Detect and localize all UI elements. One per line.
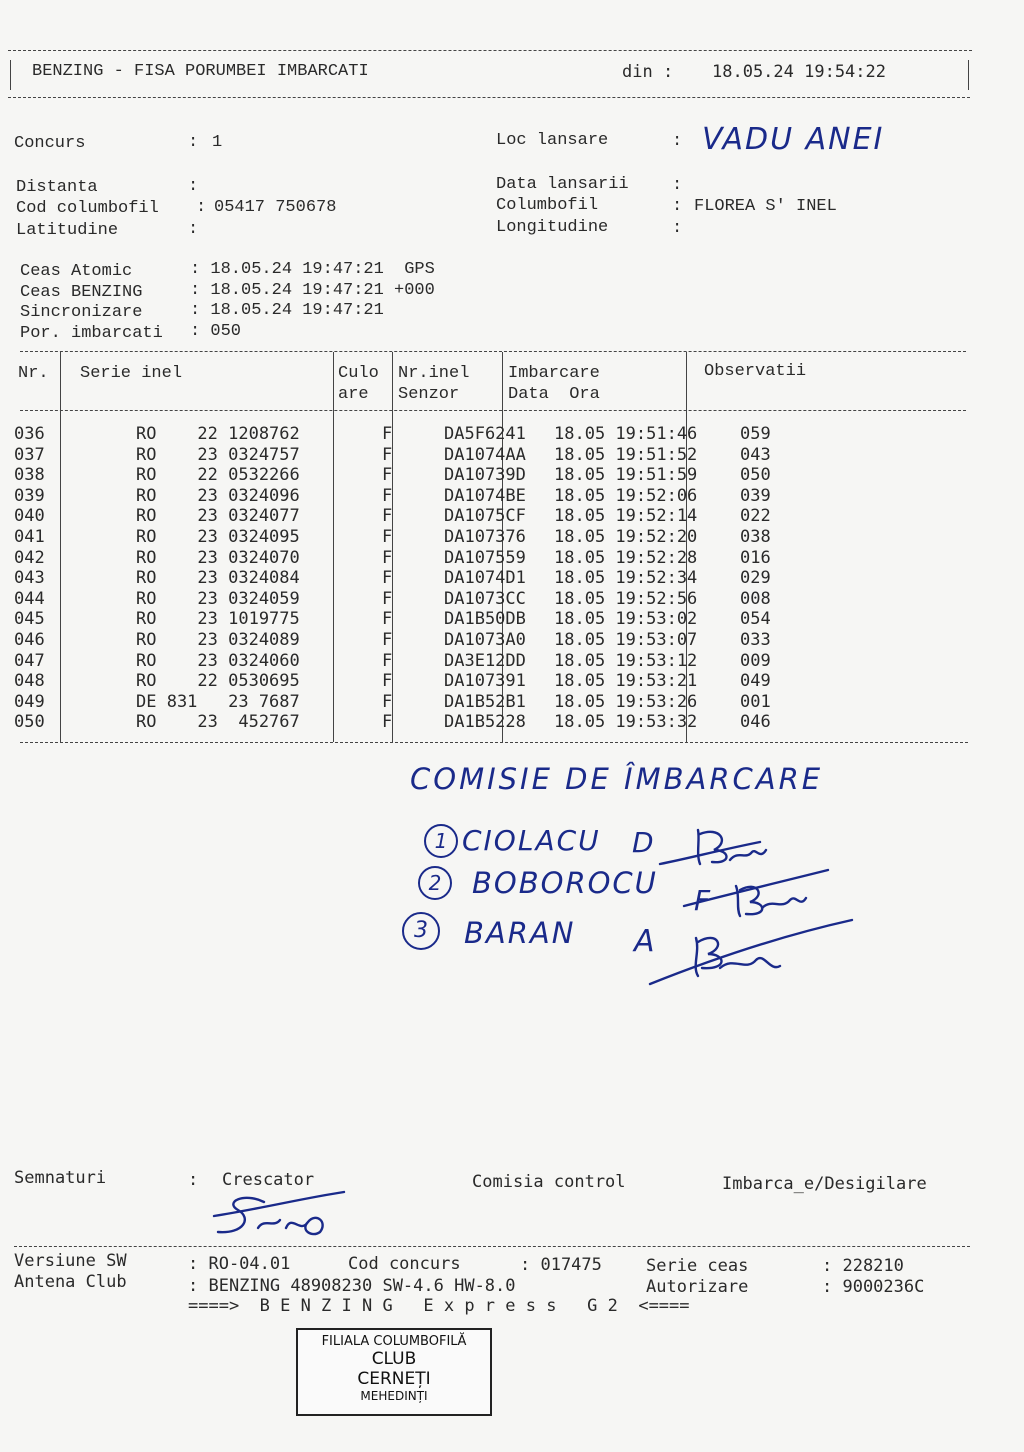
cod-columbofil-label: Cod columbofil <box>16 199 159 218</box>
row-serie: RO 23 452767 <box>136 712 300 733</box>
stamp-line-1: FILIALA COLUMBOFILĂ <box>321 1334 467 1349</box>
row-observatii: 033 <box>740 629 771 650</box>
row-nr: 038 <box>14 465 45 486</box>
table-row <box>14 609 820 630</box>
row-data-ora: 18.05 19:53:07 <box>554 629 698 650</box>
ceas-atomic-label: Ceas Atomic <box>20 262 133 281</box>
commission-member-1-num: 1 <box>424 824 458 858</box>
row-sex: F <box>382 629 393 650</box>
table-bottom-rule <box>20 742 968 743</box>
row-nr: 041 <box>14 526 45 547</box>
row-observatii: 039 <box>740 485 771 506</box>
row-sex: F <box>382 650 393 671</box>
th-culoare-1: Culo <box>338 364 379 383</box>
row-senzor: DA1073CC <box>444 588 526 609</box>
columbofil-sep: : <box>672 197 683 216</box>
table-header-rule <box>20 410 966 411</box>
table-row <box>14 630 820 651</box>
th-nr: Nr. <box>18 364 49 383</box>
date-label: din : <box>622 62 674 82</box>
row-senzor: DA1075CF <box>444 506 526 527</box>
row-senzor: DA1073A0 <box>444 629 526 650</box>
row-observatii: 054 <box>740 609 771 630</box>
row-data-ora: 18.05 19:53:12 <box>554 650 698 671</box>
serie-ceas-value: : 228210 <box>822 1256 904 1276</box>
row-serie: RO 22 0530695 <box>136 671 300 692</box>
row-sex: F <box>382 609 393 630</box>
row-senzor: DA1B52B1 <box>444 691 526 712</box>
concurs-sep: : <box>188 133 199 152</box>
concurs-value: 1 <box>212 133 223 152</box>
table-row <box>14 548 820 569</box>
row-nr: 045 <box>14 609 45 630</box>
data-lansarii-sep: : <box>672 176 683 195</box>
row-senzor: DA5F6241 <box>444 424 526 444</box>
th-culoare-2: are <box>338 385 369 404</box>
row-data-ora: 18.05 19:52:20 <box>554 526 698 547</box>
row-observatii: 059 <box>740 424 771 444</box>
row-sex: F <box>382 526 393 547</box>
row-data-ora: 18.05 19:53:21 <box>554 671 698 692</box>
row-serie: RO 23 1019775 <box>136 609 300 630</box>
table-row <box>14 486 820 507</box>
row-nr: 046 <box>14 629 45 650</box>
row-nr: 043 <box>14 568 45 589</box>
latitudine-sep: : <box>188 220 199 239</box>
th-imbarcare-2: Data Ora <box>508 385 600 404</box>
row-serie: RO 23 0324096 <box>136 485 300 506</box>
table-row <box>14 589 820 610</box>
table-row <box>14 671 820 692</box>
row-observatii: 001 <box>740 691 771 712</box>
table-row <box>14 712 820 733</box>
table-row <box>14 692 820 713</box>
row-senzor: DA107391 <box>444 671 526 692</box>
row-data-ora: 18.05 19:52:06 <box>554 485 698 506</box>
versiune-value: : RO-04.01 <box>188 1254 291 1274</box>
pigeons-table-body <box>14 424 820 733</box>
row-senzor: DA107559 <box>444 547 526 568</box>
antena-label: Antena Club <box>14 1272 127 1292</box>
row-nr: 044 <box>14 588 45 609</box>
stamp-line-2: CLUB <box>371 1349 417 1369</box>
pigeons-table <box>14 424 820 733</box>
commission-member-3-initial: A <box>634 924 655 959</box>
autorizare-value: : 9000236C <box>822 1277 925 1297</box>
table-row <box>14 527 820 548</box>
row-serie: RO 22 1208762 <box>136 424 300 444</box>
signature-crescator-label: Crescator <box>222 1170 315 1190</box>
sincronizare-value: : 18.05.24 19:47:21 <box>190 301 384 320</box>
row-senzor: DA10739D <box>444 465 526 486</box>
row-observatii: 008 <box>740 588 771 609</box>
row-serie: RO 23 0324757 <box>136 444 300 465</box>
row-serie: RO 23 0324077 <box>136 506 300 527</box>
versiune-label: Versiune SW <box>14 1251 127 1271</box>
row-serie: RO 23 0324089 <box>136 629 300 650</box>
antena-value: : BENZING 48908230 SW-4.6 HW-8.0 <box>188 1276 516 1296</box>
header-top-rule <box>8 50 972 51</box>
stamp-line-4: MEHEDINȚI <box>360 1389 428 1403</box>
row-serie: RO 23 0324060 <box>136 650 300 671</box>
longitudine-sep: : <box>672 219 683 238</box>
header-right-border <box>968 60 969 90</box>
row-observatii: 029 <box>740 568 771 589</box>
cod-columbofil-value: 05417 750678 <box>214 198 337 217</box>
commission-member-2-num: 2 <box>418 866 452 900</box>
table-row <box>14 651 820 672</box>
row-sex: F <box>382 568 393 589</box>
data-lansarii-label: Data lansarii <box>496 175 629 194</box>
row-serie: RO 23 0324070 <box>136 547 300 568</box>
row-nr: 036 <box>14 424 45 444</box>
row-serie: RO 23 0324095 <box>136 526 300 547</box>
table-top-rule <box>20 351 966 352</box>
row-data-ora: 18.05 19:52:14 <box>554 506 698 527</box>
th-serie: Serie inel <box>80 364 183 383</box>
row-sex: F <box>382 691 393 712</box>
commission-member-2-initial: F <box>694 884 711 917</box>
row-senzor: DA1B50DB <box>444 609 526 630</box>
row-senzor: DA3E12DD <box>444 650 526 671</box>
signatures-label: Semnaturi <box>14 1168 107 1188</box>
ceas-atomic-value: : 18.05.24 19:47:21 GPS <box>190 260 435 279</box>
loc-lansare-value: VADU ANEI <box>702 122 885 157</box>
row-data-ora: 18.05 19:51:46 <box>554 424 698 444</box>
ceas-benzing-label: Ceas BENZING <box>20 283 143 302</box>
row-sex: F <box>382 506 393 527</box>
table-row <box>14 445 820 466</box>
table-row <box>14 424 820 445</box>
table-row <box>14 568 820 589</box>
row-senzor: DA1074D1 <box>444 568 526 589</box>
cod-columbofil-sep: : <box>196 198 207 217</box>
row-nr: 042 <box>14 547 45 568</box>
columbofil-value: FLOREA S' INEL <box>694 197 837 216</box>
latitudine-label: Latitudine <box>16 221 119 240</box>
loc-lansare-sep: : <box>672 132 683 151</box>
commission-member-1-name: CIOLACU <box>462 824 601 857</box>
header-left-border <box>10 60 11 90</box>
row-sex: F <box>382 712 393 733</box>
row-sex: F <box>382 485 393 506</box>
row-nr: 047 <box>14 650 45 671</box>
row-observatii: 049 <box>740 671 771 692</box>
row-nr: 049 <box>14 691 45 712</box>
signature-comisia-label: Comisia control <box>472 1172 626 1192</box>
stamp-line-3: CERNEȚI <box>357 1369 431 1389</box>
distanta-sep: : <box>188 177 199 196</box>
row-serie: RO 23 0324059 <box>136 588 300 609</box>
concurs-label: Concurs <box>14 134 86 153</box>
por-imbarcati-label: Por. imbarcati <box>20 324 163 343</box>
row-observatii: 038 <box>740 526 771 547</box>
sincronizare-label: Sincronizare <box>20 303 143 322</box>
row-data-ora: 18.05 19:52:56 <box>554 588 698 609</box>
footer-top-rule <box>14 1246 970 1247</box>
row-data-ora: 18.05 19:53:26 <box>554 691 698 712</box>
row-data-ora: 18.05 19:53:02 <box>554 609 698 630</box>
row-sex: F <box>382 671 393 692</box>
th-nrinel-2: Senzor <box>398 385 460 404</box>
commission-member-3-name: BARAN <box>464 916 576 950</box>
signatures-sep: : <box>188 1170 199 1190</box>
table-row <box>14 465 820 486</box>
row-sex: F <box>382 547 393 568</box>
header-bottom-rule <box>8 97 970 98</box>
benzing-express-banner: ====> B E N Z I N G E x p r e s s G 2 <==== <box>188 1296 690 1316</box>
row-senzor: DA1074AA <box>444 444 526 465</box>
loc-lansare-label: Loc lansare <box>496 131 609 150</box>
row-senzor: DA1B5228 <box>444 712 526 733</box>
columbofil-label: Columbofil <box>496 196 599 215</box>
row-sex: F <box>382 424 393 444</box>
commission-member-3-num: 3 <box>402 912 440 950</box>
row-senzor: DA107376 <box>444 526 526 547</box>
row-data-ora: 18.05 19:51:52 <box>554 444 698 465</box>
row-data-ora: 18.05 19:52:34 <box>554 568 698 589</box>
crescator-signature-scribble <box>204 1188 354 1248</box>
row-serie: DE 831 23 7687 <box>136 691 300 712</box>
distanta-label: Distanta <box>16 178 98 197</box>
row-observatii: 016 <box>740 547 771 568</box>
row-data-ora: 18.05 19:53:32 <box>554 712 698 733</box>
row-nr: 039 <box>14 485 45 506</box>
row-nr: 050 <box>14 712 45 733</box>
th-nrinel-1: Nr.inel <box>398 364 470 383</box>
table-row <box>14 506 820 527</box>
row-sex: F <box>382 444 393 465</box>
row-nr: 048 <box>14 671 45 692</box>
row-observatii: 043 <box>740 444 771 465</box>
commission-member-1-initial: D <box>632 826 654 859</box>
row-sex: F <box>382 588 393 609</box>
commission-signatures-scribble <box>600 820 860 990</box>
ceas-benzing-value: : 18.05.24 19:47:21 +000 <box>190 281 435 300</box>
longitudine-label: Longitudine <box>496 218 609 237</box>
cod-concurs-label: Cod concurs <box>348 1254 461 1274</box>
row-observatii: 050 <box>740 465 771 486</box>
row-observatii: 022 <box>740 506 771 527</box>
cod-concurs-value: : 017475 <box>520 1255 602 1275</box>
row-observatii: 009 <box>740 650 771 671</box>
th-imbarcare-1: Imbarcare <box>508 364 600 383</box>
row-senzor: DA1074BE <box>444 485 526 506</box>
por-imbarcati-value: : 050 <box>190 322 242 341</box>
row-observatii: 046 <box>740 712 771 733</box>
row-nr: 037 <box>14 444 45 465</box>
row-sex: F <box>382 465 393 486</box>
commission-title: COMISIE DE ÎMBARCARE <box>410 762 824 796</box>
serie-ceas-label: Serie ceas <box>646 1256 749 1276</box>
row-nr: 040 <box>14 506 45 527</box>
th-observatii: Observatii <box>704 362 807 381</box>
club-stamp <box>296 1328 492 1416</box>
row-data-ora: 18.05 19:52:28 <box>554 547 698 568</box>
row-serie: RO 22 0532266 <box>136 465 300 486</box>
row-serie: RO 23 0324084 <box>136 568 300 589</box>
commission-member-2-name: BOBOROCU <box>472 866 658 900</box>
document-title: BENZING - FISA PORUMBEI IMBARCATI <box>32 62 369 81</box>
row-data-ora: 18.05 19:51:59 <box>554 465 698 486</box>
autorizare-label: Autorizare <box>646 1277 749 1297</box>
signature-imbarcare-label: Imbarca_e/Desigilare <box>722 1174 927 1194</box>
date-value: 18.05.24 19:54:22 <box>712 62 886 82</box>
